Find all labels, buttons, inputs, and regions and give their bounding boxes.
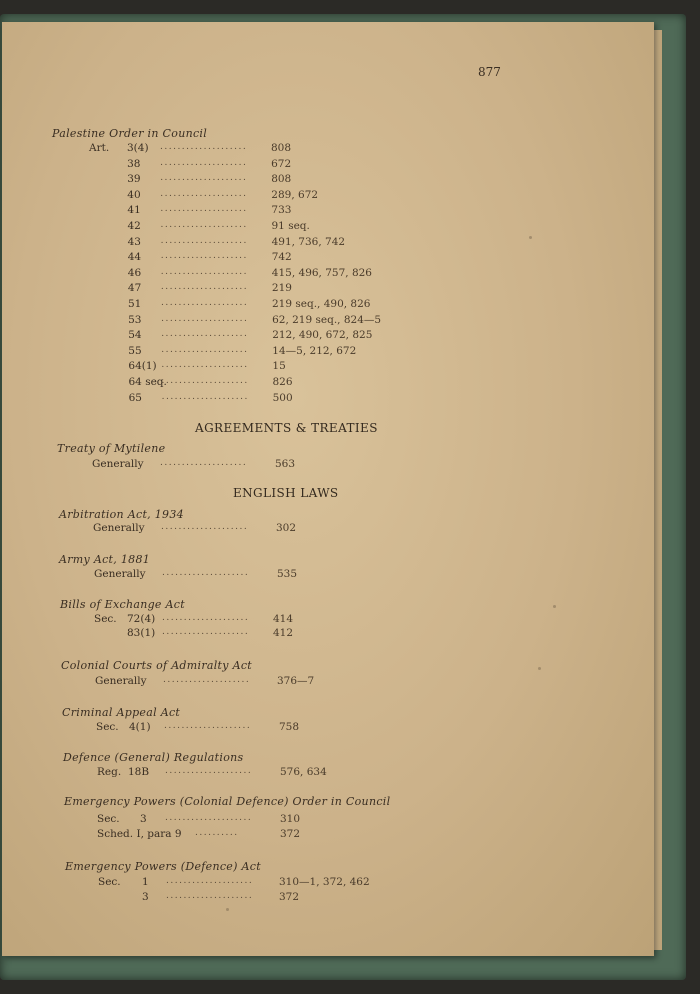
section-english-laws: ENGLISH LAWS [233, 486, 339, 500]
heading-bills-of-exchange-act: Bills of Exchange Act [60, 598, 185, 611]
row-key: 42 [127, 220, 141, 232]
leader-dots: .................... [161, 313, 249, 324]
row-label: Sec. [98, 876, 121, 888]
leader-dots: .................... [161, 376, 249, 386]
leader-dots: .................... [166, 876, 254, 886]
row-key: 3 [142, 891, 149, 903]
leader-dots: .................... [161, 391, 249, 402]
row-key: 46 [127, 266, 142, 279]
row-key: 40 [127, 188, 141, 201]
heading-arbitration-act: Arbitration Act, 1934 [59, 508, 184, 521]
leader-dots: .................... [160, 251, 248, 262]
row-key: 65 [128, 391, 142, 404]
leader-dots: .................... [161, 360, 249, 371]
page-refs: 372 [280, 828, 301, 840]
row-label: Generally [93, 522, 145, 534]
page-refs: 576, 634 [280, 766, 327, 778]
row-key: 51 [128, 298, 142, 310]
page-refs: 62, 219 seq., 824—5 [272, 313, 382, 326]
leader-dots: .................... [160, 204, 248, 215]
page-refs: 289, 672 [271, 188, 319, 201]
row-key: 38 [127, 157, 141, 170]
page-refs: 563 [275, 458, 296, 470]
heading-colonial-courts-admiralty-act: Colonial Courts of Admiralty Act [61, 659, 253, 672]
leader-dots: .................... [160, 173, 248, 184]
row-key: 18B [128, 766, 150, 778]
leader-dots: .................... [160, 266, 249, 277]
page-refs: 372 [279, 891, 300, 903]
leader-dots: .................... [161, 522, 249, 532]
row-key: 44 [127, 251, 142, 264]
leader-dots: .................... [160, 235, 248, 246]
leader-dots: .................... [162, 627, 250, 637]
heading-criminal-appeal-act: Criminal Appeal Act [62, 706, 181, 719]
row-label: Generally [92, 458, 144, 470]
row-label: Generally [94, 568, 146, 580]
heading-defence-general-regulations: Defence (General) Regulations [63, 751, 244, 764]
leader-dots: .................... [163, 675, 251, 685]
paper-speck [226, 908, 229, 911]
page-refs: 733 [271, 204, 292, 217]
page-refs: 414 [273, 613, 294, 625]
row-label: Sec. [97, 813, 120, 825]
row-label: Art. [89, 142, 110, 154]
row-key: 47 [127, 282, 142, 295]
page-number: 877 [478, 65, 501, 79]
page-refs: 310—1, 372, 462 [279, 876, 370, 888]
page-refs: 15 [272, 360, 286, 373]
page-refs: 808 [271, 173, 292, 186]
book-page [2, 22, 654, 956]
row-key: 72(4) [127, 613, 156, 625]
row-key: 43 [127, 235, 141, 248]
leader-dots: .................... [162, 613, 250, 623]
leader-dots: .................... [160, 220, 248, 230]
row-label: Sched. I, para 9 [97, 828, 182, 840]
row-key: 64(1) [128, 360, 157, 373]
page-refs: 212, 490, 672, 825 [272, 329, 373, 342]
page-refs: 500 [272, 391, 293, 404]
page-content [2, 22, 654, 956]
row-key: 39 [127, 173, 141, 186]
page-refs: 219 [271, 282, 292, 295]
page-refs: 14—5, 212, 672 [272, 344, 357, 357]
row-key: 54 [128, 329, 142, 342]
heading-treaty-of-mytilene: Treaty of Mytilene [57, 442, 166, 455]
leader-dots: .................... [165, 766, 253, 776]
page-refs: 91 seq. [271, 220, 310, 232]
paper-speck [529, 236, 532, 239]
row-key: 53 [128, 313, 142, 326]
leader-dots: .................... [160, 188, 248, 199]
section-agreements-treaties: AGREEMENTS & TREATIES [195, 421, 378, 435]
page-refs: 302 [276, 522, 297, 534]
row-key: 3 [140, 813, 147, 825]
leader-dots: .................... [160, 282, 249, 293]
page-refs: 758 [279, 721, 300, 733]
heading-emergency-powers-defence-act: Emergency Powers (Defence) Act [65, 860, 261, 873]
leader-dots: .................... [161, 344, 249, 355]
page-refs: 535 [277, 568, 298, 580]
row-key: 1 [142, 876, 149, 888]
page-refs: 412 [273, 627, 294, 639]
leader-dots: .................... [160, 157, 248, 168]
row-label: Generally [95, 675, 147, 687]
page-refs: 219 seq., 490, 826 [272, 298, 371, 310]
row-key: 55 [128, 344, 142, 357]
page-refs: 826 [272, 376, 293, 388]
heading-emergency-powers-colonial-defence: Emergency Powers (Colonial Defence) Order in Council [64, 795, 391, 808]
paper-speck [553, 605, 556, 608]
page-refs: 491, 736, 742 [271, 235, 346, 248]
page-refs: 415, 496, 757, 826 [271, 266, 372, 279]
row-key: 83(1) [127, 627, 156, 639]
page-refs: 376—7 [277, 675, 315, 687]
leader-dots: .................... [162, 568, 250, 578]
page-refs: 672 [271, 157, 292, 170]
paper-speck [538, 667, 541, 670]
row-key: 41 [127, 204, 141, 217]
page-refs: 742 [271, 251, 292, 264]
heading-palestine-order: Palestine Order in Council [52, 127, 208, 140]
leader-dots: .................... [164, 721, 252, 731]
leader-dots: .................... [166, 891, 254, 901]
leader-dots: .................... [160, 142, 248, 152]
row-key: 4(1) [129, 721, 151, 733]
page-refs: 310 [280, 813, 301, 825]
row-label: Sec. [96, 721, 119, 733]
row-key: 3(4) [127, 142, 149, 154]
leader-dots: .................... [161, 298, 249, 308]
row-label: Sec. [94, 613, 117, 625]
row-key: 64 seq. [128, 376, 167, 388]
leader-dots: .................... [161, 329, 249, 340]
page-refs: 808 [271, 142, 292, 154]
leader-dots: .................... [160, 458, 248, 468]
leader-dots: .......... [195, 828, 239, 838]
heading-army-act: Army Act, 1881 [59, 553, 151, 566]
leader-dots: .................... [165, 813, 253, 823]
row-label: Reg. [97, 766, 122, 778]
